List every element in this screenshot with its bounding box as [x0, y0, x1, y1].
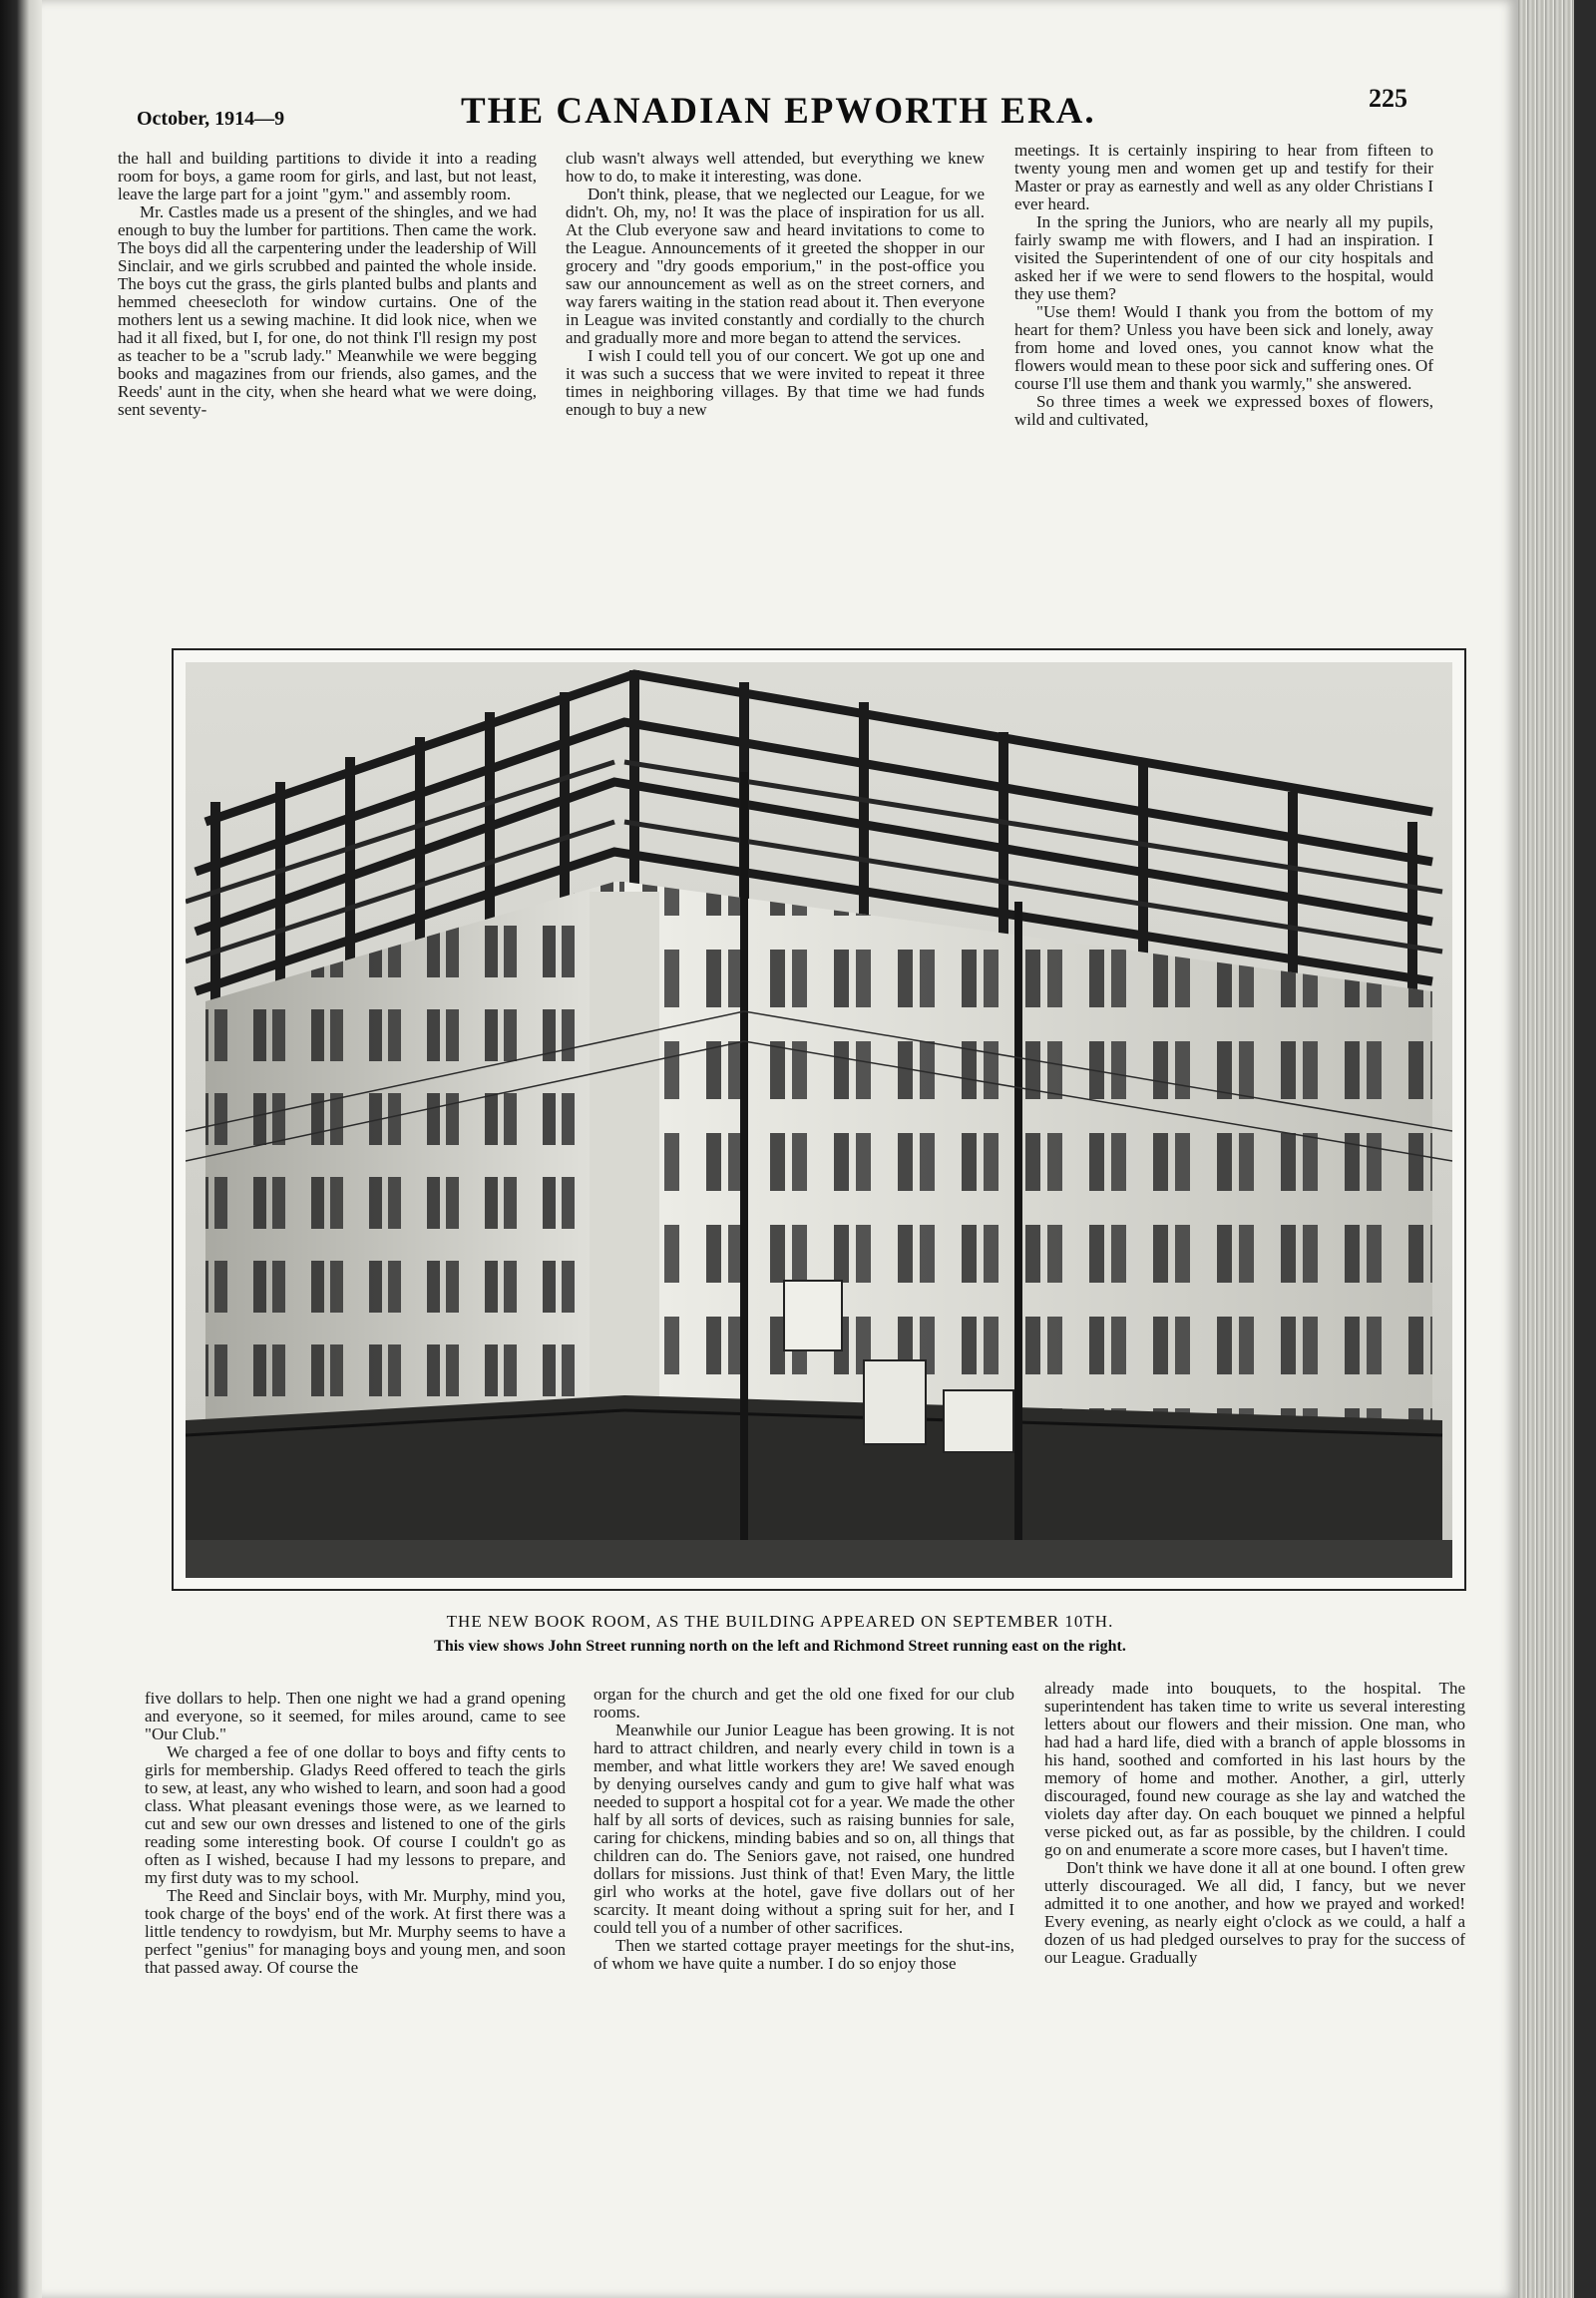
magazine-title: THE CANADIAN EPWORTH ERA. [461, 91, 1096, 132]
paragraph: the hall and building partitions to divide it into a reading room for boys, a game room for girls, and last, but not least, leave the large part for a joint "gym." and assembly room. [118, 149, 537, 203]
paragraph: Mr. Castles made us a present of the shingles, and we had enough to buy the lumber for partitions. Then came the work. The boys did all the carpentering under the leadership of Will Sinclair, and we girls scrubbed and painted the whole inside. The boys cut the grass, the girls planted bulbs and plants and hemmed cheesecloth for window curtains. One of the mothers lent us a sewing machine. It did look nice, when we had it all fixed, but I, for one, do not think I'll resign my post as teacher to be a "scrub lady." Meanwhile we were begging books and magazines from our friends, also games, and the Reeds' aunt in the city, when she heard what we were doing, sent seventy- [118, 202, 537, 419]
top-column-2 [566, 150, 985, 419]
paragraph: five dollars to help. Then one night we had a grand opening and everyone, so it seemed, for miles around, came to see "Our Club." [145, 1689, 566, 1743]
bottom-column-3 [1044, 1680, 1465, 1967]
paragraph: organ for the church and get the old one fixed for our club rooms. [594, 1685, 1014, 1722]
building-photo [172, 648, 1466, 1591]
paragraph: "Use them! Would I thank you from the bottom of my heart for them? Unless you have been sick and lonely, away from home and loved ones, you cannot know what the flowers would mean to these poor sick and suffering ones. Of course I'll use them and thank you warmly," she answered. [1014, 302, 1433, 393]
paragraph: The Reed and Sinclair boys, with Mr. Murphy, mind you, took charge of the boys' end of the work. At first there was a little tendency to rowdyism, but Mr. Murphy seems to have a perfect "genius" for managing boys and young men, and soon that passed away. Of course the [145, 1886, 566, 1977]
paragraph: In the spring the Juniors, who are nearly all my pupils, fairly swamp me with flowers, and I had an inspiration. I visited the Superintendent of one of our city hospitals and asked her if we were to send flowers to the hospital, would they use them? [1014, 212, 1433, 303]
paragraph: We charged a fee of one dollar to boys and fifty cents to girls for membership. Gladys Reed offered to teach the girls to sew, at least, any who wished to learn, and soon had a good class. What pleasant evenings those were, as we learned to cut and sew our own dresses and listened to one of the girls reading some interesting book. Of course I couldn't go as often as I wished, because I had my lessons to prepare, and my first duty was to my school. [145, 1742, 566, 1887]
paragraph: So three times a week we expressed boxes of flowers, wild and cultivated, [1014, 392, 1433, 429]
paragraph: club wasn't always well attended, but everything we knew how to do, to make it interesting, was done. [566, 149, 985, 186]
scan-left-edge [0, 0, 42, 2298]
issue-date: October, 1914—9 [137, 108, 285, 130]
page-number: 225 [1369, 84, 1407, 113]
magazine-page [42, 0, 1518, 2298]
paragraph: Meanwhile our Junior League has been growing. It is not hard to attract children, and nearly every child in town is a member, and what little workers they are! We saved enough by denying ourselves candy and gum to give half what was needed to support a hospital cot for a year. We made the other half by all sorts of devices, such as raising bunnies for sale, caring for chickens, minding babies and so on, all things that children can do. The Seniors gave, not raised, one hundred dollars for missions. Just think of that! Even Mary, the little girl who works at the hotel, gave five dollars out of her scarcity. It meant doing without a spring suit for her, and I could tell you of a number of other sacrifices. [594, 1721, 1014, 1937]
top-column-3 [1014, 142, 1433, 429]
paragraph: meetings. It is certainly inspiring to hear from fifteen to twenty young men and women get up and testify for their Master or pray as earnestly and well as any older Christians I ever heard. [1014, 141, 1433, 213]
photo-caption-subtitle: This view shows John Street running north on the left and Richmond Street running east on the right. [434, 1638, 1126, 1655]
photo-caption-title: THE NEW BOOK ROOM, AS THE BUILDING APPEARED ON SEPTEMBER 10TH. [446, 1612, 1114, 1631]
paragraph: Then we started cottage prayer meetings for the shut-ins, of whom we have quite a number. I do so enjoy those [594, 1936, 1014, 1973]
bottom-column-1 [145, 1690, 566, 1977]
paragraph: Don't think we have done it all at one bound. I often grew utterly discouraged. We all did, I fancy, but we never admitted it to one another, and how we prayed and worked! Every evening, as nearly eight o'clock as we could, a half a dozen of us had pledged ourselves to pray for the success of our League. Gradually [1044, 1858, 1465, 1967]
top-column-1 [118, 150, 537, 419]
bottom-column-2 [594, 1686, 1014, 1973]
building-construction-photo [186, 662, 1452, 1578]
paragraph: I wish I could tell you of our concert. We got up one and it was such a success that we were invited to repeat it three times in neighboring villages. By that time we had funds enough to buy a new [566, 346, 985, 419]
paragraph: Don't think, please, that we neglected our League, for we didn't. Oh, my, no! It was the place of inspiration for us all. At the Club everyone saw and heard invitations to come to the League. Announcements of it greeted the shopper in our grocery and "dry goods emporium," in the post-office you saw our announcement as well as on the street corners, and way farers waiting in the station read about it. Then everyone in League was invited constantly and cordially to the church and gradually more and more began to attend the services. [566, 185, 985, 347]
scan-right-border [1574, 0, 1596, 2298]
paragraph: already made into bouquets, to the hospital. The superintendent has taken time to write us several interesting letters about our flowers and their mission. One man, who had had a hard life, died with a branch of apple blossoms in his hand, soothed and comforted in his last hours by the memory of home and mother. Another, a girl, utterly discouraged, found new courage as she lay and watched the violets day after day. On each bouquet we pinned a helpful verse picked out, as far as possible, by the children. I could go on and enumerate a score more cases, but I haven't time. [1044, 1679, 1465, 1859]
